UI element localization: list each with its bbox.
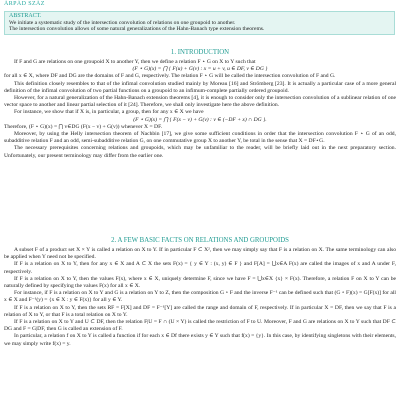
paragraph: In particular, a relation f on X to Y is called a function if for each x ∈ Df there exists y ∈ Y such that f(x) = {y}. In this case, by identifying singletons with their elements, we may simply write f(x) = y. <box>4 333 396 347</box>
paragraph: If F is a relation on X to Y, then the values F(x), where x ∈ X, uniquely determine F, since we have F = ⋃x∈X {x} × F(x). Therefore, a relation F on X to Y can be naturally defined by specifying the values F(x) for all x ∈ X. <box>4 275 396 290</box>
abstract-title: ABSTRACT. <box>9 13 42 19</box>
abstract-text-2: The intersection convolution allows of some natural generalizations of the Hahn-Banach type extension theorems. <box>9 26 265 33</box>
section-2-body <box>4 247 396 348</box>
paragraph: Moreover, by using the Helly intersection theorem of Nachbin [17], we give some sufficient conditions in order that the intersection convolution F ⋆ G of an odd, subadditive relation F and an odd, semi-subadditive relation G, on one commutative group X to another Y, be total in the sense that X = DF⋆G. <box>4 131 396 145</box>
paragraph: If F is a relation on X to Y and U ⊂ DF, then the relation F|U = F ∩ (U × Y) is called the restriction of F to U. Moreover, F and G are relations on X to Y such that DF ⊂ DG and F = G|DF, then G is called an extension of F. <box>4 319 396 333</box>
paragraph: However, for a natural generalization of the Hahn-Banach extension theorems [4], it is enough to consider only the intersection convolution of a sublinear relation of one vector space to another and linear partial selection of it [24]. Therefore, we shall only investigate here the above definition. <box>4 95 396 109</box>
abstract-line-1 <box>9 13 390 20</box>
equation: (F ⋆ G)(x) = ⋂ { F(u) + G(v) : x = u + v, u ∈ DF, v ∈ DG } <box>132 66 268 73</box>
abstract-text-1: We initiate a systematic study of the intersection convolution of relations on one groupoid to another. <box>9 19 236 26</box>
paragraph: for all x ∈ X, where DF and DG are the domains of F and G, respectively. The relation F ⋆ G will be called the intersection convolution of F and G. <box>4 73 336 80</box>
section-1-title: 1. INTRODUCTION <box>170 49 230 56</box>
paragraph: For instance, we show that if X is, in particular, a group, then for any x ∈ X we have <box>14 109 204 116</box>
paragraph: Therefore, (F ⋆ G)(x) = ⋂ v∈DG (F(x − v) + G(v)) whenever X = DF. <box>4 123 163 130</box>
paragraph: If F is a relation on X to Y, then for any x ∈ X and A ⊂ X the sets F(x) = { y ∈ Y : (x, y) ∈ F } and F[A] = ⋃x∈A F(x) are called the images of x and A under F, respectively. <box>4 261 396 275</box>
paragraph: If F and G are relations on one groupoid X to another Y, then we define a relation F ⋆ G on X to Y such that <box>14 59 256 65</box>
abstract-box <box>4 11 395 35</box>
paragraph: The necessary prerequisites concerning relations and groupoids, which may be unfamiliar to the reader, will be briefly laid out in the next preparatory section. Unfortunately, our present terminology may differ from the earlier one. <box>4 145 396 159</box>
paragraph: For instance, if F is a relation on X to Y and G is a relation on Y to Z, then the composition G ∘ F and the inverse F⁻¹ can be defined such that (G ∘ F)(x) = G[F(x)] for all x ∈ X and F⁻¹(y) = {x ∈ X : y ∈ F(x)} for all y ∈ Y. <box>4 290 396 304</box>
section-1-body <box>4 59 396 160</box>
paragraph: If F is a relation on X to Y, then the sets RF = F[X] and DF = F⁻¹[Y] are called the range and domain of F, respectively. If in particular X = DF, then we say that F is a relation of X to Y, or that F is a total relation on X to Y. <box>4 304 396 318</box>
running-header-author: ÁRPÁD SZÁZ <box>4 1 45 7</box>
paragraph: A subset F of a product set X × Y is called a relation on X to Y. If in particular F ⊂ X², then we may simply say that F is a relation on X. The same terminology can also be applied when Y need not be specified. <box>4 247 396 261</box>
paragraph: This definition closely resembles to that of the infimal convolution studied mainly by Moreau [16] and Strömberg [23]. It is actually a particular case of a more general definition of the infimal convolution of two partial functions on a groupoid to an infimum-complete partially ordered groupoid. <box>4 80 396 94</box>
section-2-title: 2. A FEW BASIC FACTS ON RELATIONS AND GROUPOIDS <box>111 237 289 244</box>
equation: (F ⋆ G)(x) = ⋂ { F(x − v) + G(v) : v ∈ (−DF + x) ∩ DG }. <box>133 116 267 123</box>
